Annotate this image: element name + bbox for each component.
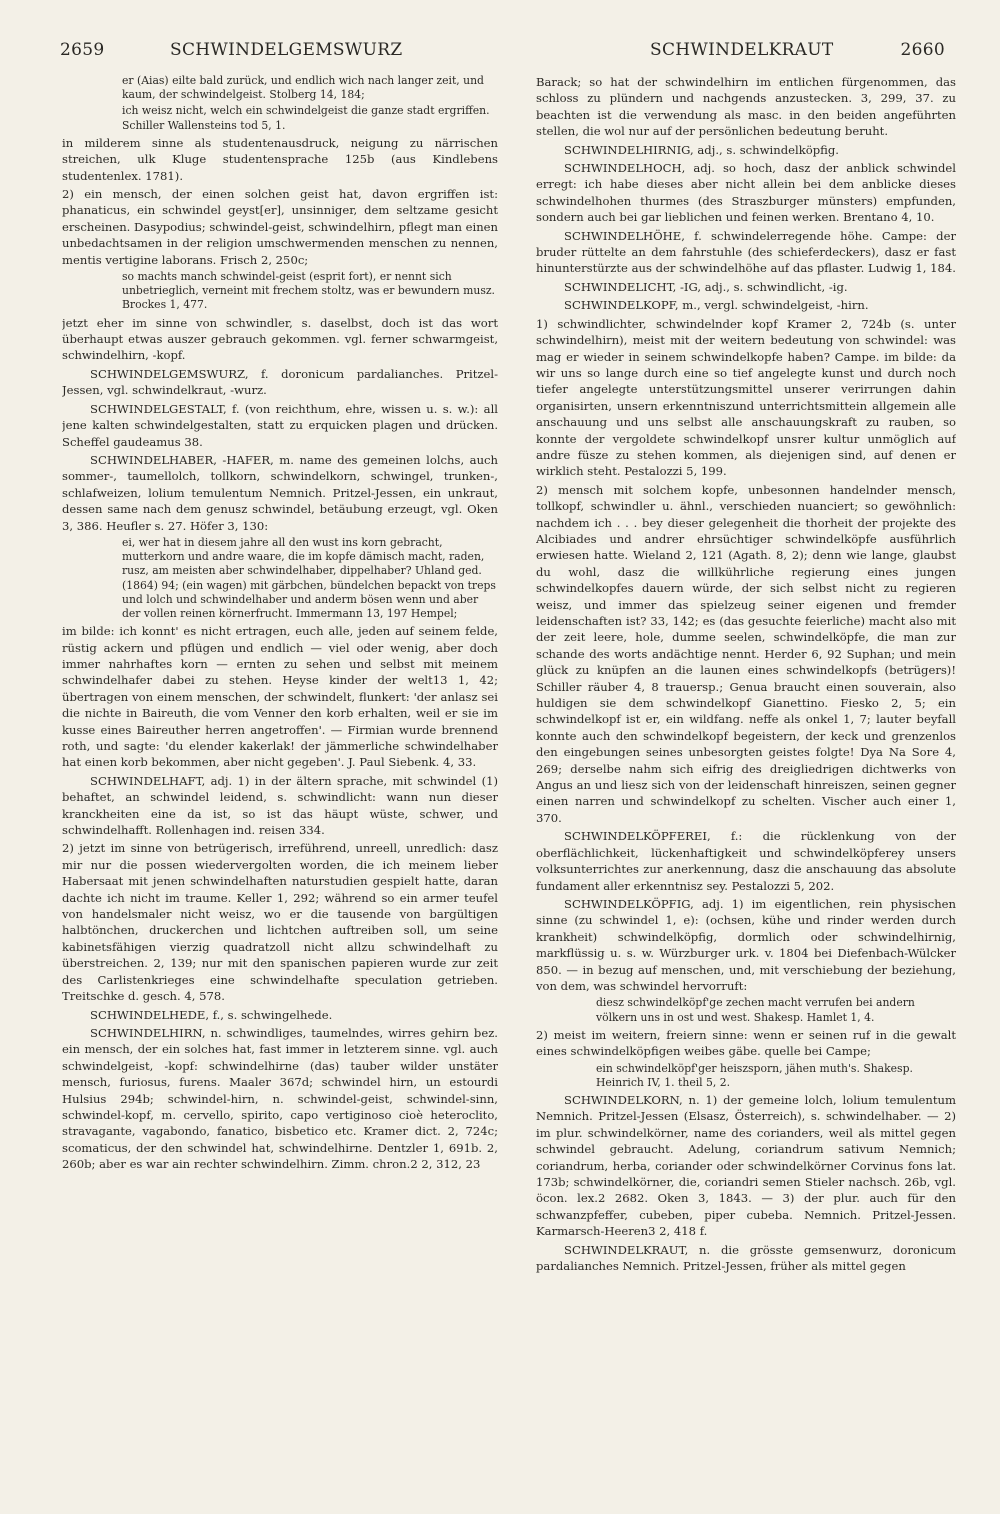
left-column-quotation: so machts manch schwindel-geist (esprit fort), er nennt sich unbetrieglich, verneint mit frechem stoltz, was er bewundern musz. Brockes 1, 477. xyxy=(122,270,495,312)
right-column-entry: SCHWINDELHOCH, adj. so hoch, dasz der anblick schwindel erregt: ich habe dieses aber nicht allein bei dem anblicke dieses schwindelhohen thurmes (des Straszburger münsters) empfunden, sondern auch bei gar lieblichen und feinen werken. Brentano 4, 10. xyxy=(536,161,956,225)
right-column-quotation: ein schwindelköpf'ger heiszsporn, jähen muth's. Shakesp. Heinrich IV, 1. theil 5, 2. xyxy=(596,1061,913,1089)
right-column-quotation: diesz schwindelköpf'ge zechen macht verrufen bei andern völkern uns in ost und west. Shakesp. Hamlet 1, 4. xyxy=(596,996,915,1024)
left-column-entry: SCHWINDELHAFT, adj. 1) in der ältern sprache, mit schwindel (1) behaftet, an schwindel leidend, s. schwindlicht: wann nun dieser kranckheiten eine da ist, so ist das häupt wüste, schwer, und schwindelhafft. Rollenhagen ind. reisen 334. xyxy=(62,773,498,838)
left-page-number: 2659 xyxy=(60,40,105,60)
left-column-entry: SCHWINDELGEMSWURZ, f. doronicum pardalianches. Pritzel-Jessen, vgl. schwindelkraut, -wurz. xyxy=(62,366,498,398)
left-column-paragraph: 2) ein mensch, der einen solchen geist hat, davon ergriffen ist: phanaticus, ein schwindel geyst[er], unsinniger, dem seltzame gesicht erscheinen. Dasypodius; schwindel-geist, schwindelhirn, pflegt man einen unbedachtsamen in der religion umschwermenden menschen zu nennen, mentis vertigine laborans. Frisch 2, 250c; xyxy=(62,187,498,267)
right-column-entry: SCHWINDELICHT, -IG, adj., s. schwindlicht, -ig. xyxy=(564,279,848,294)
right-column-entry: SCHWINDELKOPF, m., vergl. schwindelgeist, -hirn. xyxy=(564,298,869,313)
right-column xyxy=(536,74,956,1504)
right-column-paragraph: 2) mensch mit solchem kopfe, unbesonnen handelnder mensch, tollkopf, schwindler u. ähnl., verschieden nuanciert; so gewöhnlich: nachdem ich . . . bey dieser gelegenheit die thorheit der projekte des Alcibiades und andrer ehrsüchtiger schwindelköpfe ausführlich erwiesen hatte. Wieland 2, 121 (Agath. 8, 2); denn wie lange, glaubst du wohl, dasz die willkührliche regierung eines jungen schwindelkopfes dauern würde, der sich selbst nicht zu regieren weisz, und immer das spielzeug seiner eigenen und fremder leidenschaften ist? 33, 142; es (das gesuchte feierliche) macht also mit der zeit leere, hole, dumme seelen, schwindelköpfe, die man zur schande des worts andächtige nennt. Herder 6, 92 Suphan; und mein glück zu knüpfen an die launen eines schwindelkopfs (betrügers)! Schiller räuber 4, 8 trauersp.; Genua braucht einen souverain, also huldigen sie dem schwindelkopf Gianettino. Fiesko 2, 5; ein schwindelkopf ist er, ein wildfang. neffe als onkel 1, 7; lauter beyfall konnte auch den schwindelkopf begeistern, der keck und grenzenlos den eingebungen seines unbesorgten geistes folgte! Dya Na Sore 4, 269; derselbe nahm sich eifrig des dreigliedrigen dichtwerks von Angus an und liesz sich von der leidenschaft hinreiszen, seinen gegner einen narren und schwindelkopf zu schelten. Vischer auch einer 1, 370. xyxy=(536,482,956,825)
left-column-quotation: ei, wer hat in diesem jahre all den wust ins korn gebracht, mutterkorn und andre waare, die im kopfe dämisch macht, raden, rusz, am meisten aber schwindelhaber, dippelhaber? Uhland ged. (1864) 94; (ein wagen) mit gärbchen, bündelchen bepackt von treps und lolch und schwindelhaber und anderm bösen wenn und aber der vollen reinen körnerfrucht. Immermann 13, 197 Hempel; xyxy=(122,535,496,620)
right-column-entry: SCHWINDELHIRNIG, adj., s. schwindelköpfig. xyxy=(564,142,839,157)
left-column-quotation: er (Aias) eilte bald zurück, und endlich wich nach langer zeit, und kaum, der schwindelgeist. Stolberg 14, 184; xyxy=(122,74,484,102)
right-column-paragraph: 2) meist im weitern, freiern sinne: wenn er seinen ruf in die gewalt eines schwindelköpfigen weibes gäbe. quelle bei Campe; xyxy=(536,1027,956,1059)
left-column-entry: SCHWINDELGESTALT, f. (von reichthum, ehre, wissen u. s. w.): all jene kalten schwindelgestalten, statt zu erquicken plagen und drücken. Scheffel gaudeamus 38. xyxy=(62,401,498,449)
left-column-paragraph: in milderem sinne als studentenausdruck, neigung zu närrischen streichen, ulk Kluge studentensprache 125b (aus Kindlebens studentenlex. 1781). xyxy=(62,135,498,183)
right-column-entry: SCHWINDELKÖPFIG, adj. 1) im eigentlichen, rein physischen sinne (zu schwindel 1, e): (ochsen, kühe und rinder werden durch krankheit) schwindelköpfig, dormlich oder schwindelhirnig, markflüssig u. s. w. Würzburger urk. v. 1804 bei Diefenbach-Wülcker 850. — in bezug auf menschen, und, mit verschiebung der beziehung, von dem, was schwindel hervorruft: xyxy=(536,896,956,993)
left-column-paragraph: im bilde: ich konnt' es nicht ertragen, euch alle, jeden auf seinem felde, rüstig ackern und pflügen und endlich — viel oder wenig, aber doch immer nahrhaftes korn — ernten zu sehen und selbst mit meinem schwindelhafer dabei zu stehen. Heyse kinder der welt13 1, 42; übertragen von einem menschen, der schwindelt, flunkert: 'der anlasz sei die nichte in Baireuth, die vom Venner den korb erhalten, weil er sie im kusse eines Baireuther herren angetroffen'. — Firmian wurde brennend roth, und sagte: 'du elender kakerlak! der jämmerliche schwindelhaber hat einen korb bekommen, aber nicht gegeben'. J. Paul Siebenk. 4, 33. xyxy=(62,624,498,770)
left-column-entry: SCHWINDELHABER, -HAFER, m. name des gemeinen lolchs, auch sommer-, taumellolch, tollkorn, schwindelkorn, schwingel, trunken-, schlafweizen, lolium temulentum Nemnich. Pritzel-Jessen, ein unkraut, dessen same nach dem genusz schwindel, betäubung erzeugt, vgl. Oken 3, 386. Heufler s. 27. Höfer 3, 130: xyxy=(62,452,498,533)
right-column-entry: SCHWINDELKÖPFEREI, f.: die rücklenkung von der oberflächlichkeit, lückenhaftigkeit und schwindelköpferey unsers volksunterrichtes zur anerkennung, dasz die anschauung das absolute fundament aller erkenntnisz sey. Pestalozzi 5, 202. xyxy=(536,829,956,893)
left-running-headword: SCHWINDELGEMSWURZ xyxy=(170,40,403,60)
right-column-entry: SCHWINDELHÖHE, f. schwindelerregende höhe. Campe: der bruder rüttelte an dem fahrstuhle (des schieferdeckers), dasz er fast hinunterstürzte aus der schwindelhöhe auf das pflaster. Ludwig 1, 184. xyxy=(536,228,956,276)
left-column-paragraph: 2) jetzt im sinne von betrügerisch, irreführend, unreell, unredlich: dasz mir nur die possen wiedervergolten worden, die ich meinem lieber Habersaat mit jenen schwindelhaften naturstudien gespielt hatte, daran dachte ich nicht im traume. Keller 1, 292; während so ein armer teufel von handelsmaler nicht weisz, wo er die tausende von bargültigen halbtönchen, druckerchen und lichtchen auftreiben soll, um seine kabinetsfähigen vierzig quadratzoll nicht allzu schwindelhaft zu überstreichen. 2, 139; nur mit den spanischen papieren wurde zur zeit des Carlistenkrieges eine schwindelhafte speculation getrieben. Treitschke d. gesch. 4, 578. xyxy=(62,841,498,1004)
page-header xyxy=(60,40,945,72)
right-column-entry: SCHWINDELKRAUT, n. die grösste gemsenwurz, doronicum pardalianches Nemnich. Pritzel-Jessen, früher als mittel gegen xyxy=(536,1242,956,1274)
right-column-paragraph: Barack; so hat der schwindelhirn im entlichen fürgenommen, das schloss zu plündern und nachgends anzustecken. 3, 299, 37. zu beachten ist die verwendung als masc. in den beiden angeführten stellen, die wol nur auf der persönlichen bedeutung beruht. xyxy=(536,75,956,139)
left-column-entry: SCHWINDELHEDE, f., s. schwingelhede. xyxy=(90,1007,333,1022)
left-column-quotation: ich weisz nicht, welch ein schwindelgeist die ganze stadt ergriffen. Schiller Wallensteins tod 5, 1. xyxy=(122,104,490,132)
left-column xyxy=(62,74,498,1504)
left-column-entry: SCHWINDELHIRN, n. schwindliges, taumelndes, wirres gehirn bez. ein mensch, der ein solches hat, fast immer in letzterem sinne. vgl. auch schwindelgeist, -kopf: schwindelhirne (das) tauber wilder unstäter mensch, furiosus, furens. Maaler 367d; schwindel hirn, un estourdi Hulsius 294b; schwindel-hirn, n. schwindel-geist, schwindel-sinn, schwindel-kopf, m. cervello, spirito, capo vertiginoso cioè heteroclito, stravagante, vagabondo, fanatico, bisbetico etc. Kramer dict. 2, 724c; scomaticus, der den schwindel hat, schwindelhirne. Dentzler 1, 691b. 2, 260b; aber es war ain rechter schwindelhirn. Zimm. chron.2 2, 312, 23 xyxy=(62,1025,498,1172)
right-page-number: 2660 xyxy=(900,40,945,60)
right-column-entry: SCHWINDELKORN, n. 1) der gemeine lolch, lolium temulentum Nemnich. Pritzel-Jessen (Elsasz, Österreich), s. schwindelhaber. — 2) im plur. schwindelkörner, name des corianders, weil als mittel gegen schwindel gebraucht. Adelung, coriandrum sativum Nemnich; coriandrum, herba, coriander oder schwindelkörner Corvinus fons lat. 173b; schwindelkörner, die, coriandri semen Stieler nachsch. 26b, vgl. öcon. lex.2 2682. Oken 3, 1843. — 3) der plur. auch für den schwanzpfeffer, cubeben, piper cubeba. Nemnich. Pritzel-Jessen. Karmarsch-Heeren3 2, 418 f. xyxy=(536,1092,956,1239)
left-column-paragraph: jetzt eher im sinne von schwindler, s. daselbst, doch ist das wort überhaupt etwas auszer gebrauch gekommen. vgl. ferner schwarmgeist, schwindelhirn, -kopf. xyxy=(62,315,498,363)
right-running-headword: SCHWINDELKRAUT xyxy=(650,40,834,60)
right-column-paragraph: 1) schwindlichter, schwindelnder kopf Kramer 2, 724b (s. unter schwindelhirn), meist mit der weitern bedeutung von schwindel: was mag er wieder in seinem schwindelkopfe haben? Campe. im bilde: da wir uns so lange durch eine so tief angelegte kunst und durch noch tiefer angelegte unterstützungsmittel unserer verirrungen dahin organisirten, unsern erkenntniszund unterrichtsmittein allgemein alle anschauung und uns selbst alle anschauungskraft zu rauben, so konnte der vergoldete schwindelkopf unsrer kultur unmöglich auf andre füsze zu stehen kommen, als diejenigen sind, auf denen er wirklich steht. Pestalozzi 5, 199. xyxy=(536,316,956,479)
